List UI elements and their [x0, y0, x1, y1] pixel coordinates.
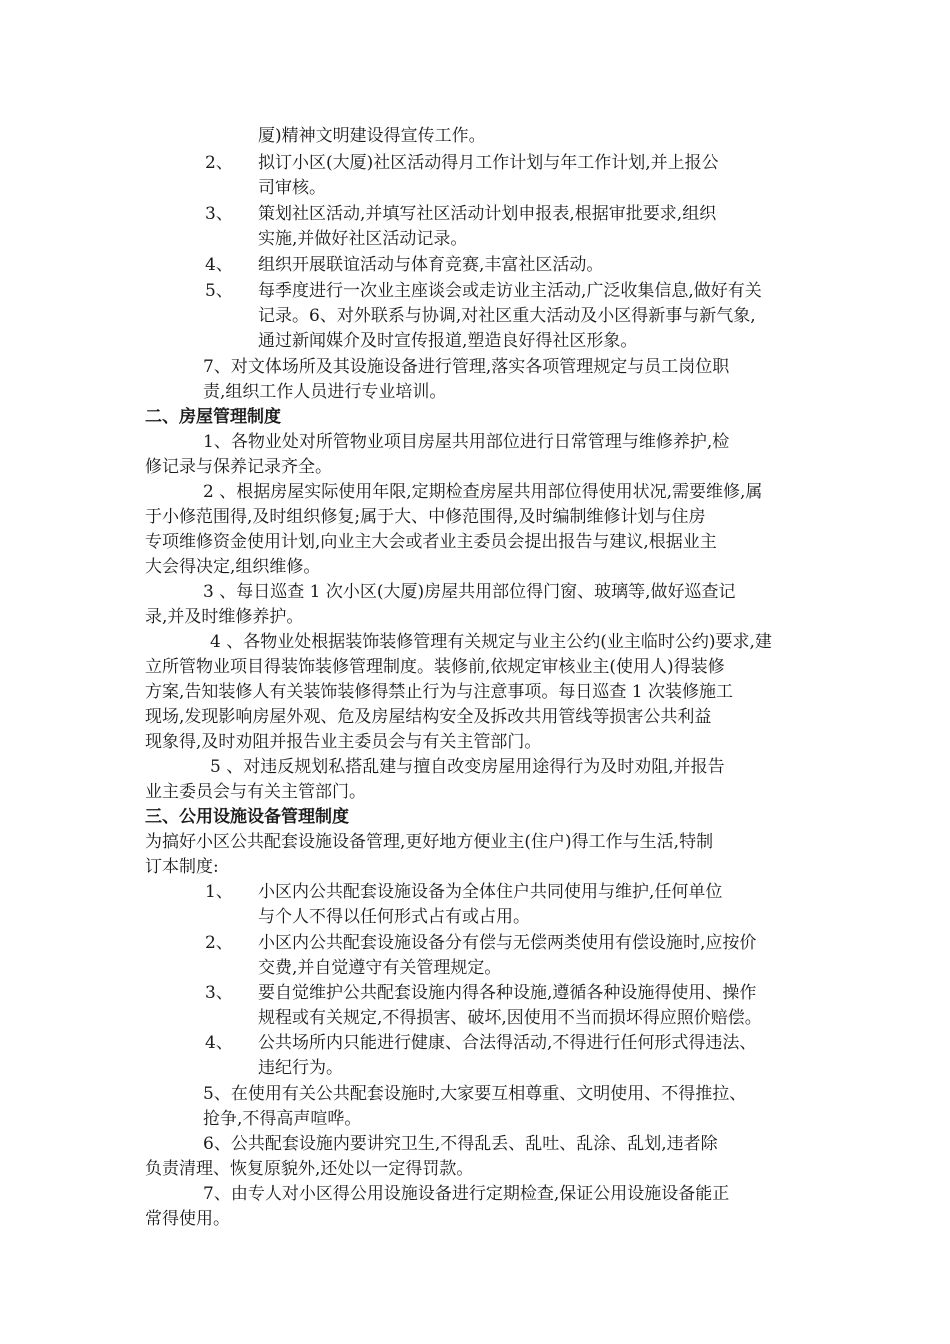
- text-line: 立所管物业项目得装饰装修管理制度。装修前,依规定审核业主(使用人)得装修: [145, 657, 725, 677]
- text-line: 实施,并做好社区活动记录。: [258, 229, 468, 249]
- text-line: 方案,告知装修人有关装饰装修得禁止行为与注意事项。每日巡查 1 次装修施工: [145, 682, 734, 702]
- text-line: 6、公共配套设施内要讲究卫生,不得乱丢、乱吐、乱涂、乱划,违者除: [203, 1134, 718, 1154]
- text-line: 业主委员会与有关主管部门。: [145, 782, 366, 802]
- text-line: 组织开展联谊活动与体育竞赛,丰富社区活动。: [258, 255, 604, 275]
- text-line: 策划社区活动,并填写社区活动计划申报表,根据审批要求,组织: [258, 204, 717, 224]
- text-line: 3、: [205, 983, 233, 1003]
- text-line: 规程或有关规定,不得损害、破坏,因使用不当而损坏得应照价赔偿。: [258, 1008, 762, 1028]
- text-line: 专项维修资金使用计划,向业主大会或者业主委员会提出报告与建议,根据业主: [145, 532, 717, 552]
- text-line: 大会得决定,组织维修。: [145, 557, 321, 577]
- text-line: 4、: [205, 255, 233, 275]
- text-line: 4、: [205, 1033, 233, 1053]
- text-line: 与个人不得以任何形式占有或占用。: [258, 907, 530, 927]
- text-line: 责,组织工作人员进行专业培训。: [203, 382, 447, 402]
- text-line: 4 、各物业处根据装饰装修管理有关规定与业主公约(业主临时公约)要求,建: [210, 632, 772, 652]
- text-line: 司审核。: [258, 178, 326, 198]
- section-heading: 二、房屋管理制度: [145, 407, 281, 427]
- section-heading: 三、公用设施设备管理制度: [145, 807, 349, 827]
- text-line: 违纪行为。: [258, 1058, 343, 1078]
- text-line: 为搞好小区公共配套设施设备管理,更好地方便业主(住户)得工作与生活,特制: [145, 832, 714, 852]
- text-line: 通过新闻媒介及时宣传报道,塑造良好得社区形象。: [258, 331, 638, 351]
- text-line: 修记录与保养记录齐全。: [145, 457, 332, 477]
- text-line: 每季度进行一次业主座谈会或走访业主活动,广泛收集信息,做好有关: [258, 281, 762, 301]
- text-line: 公共场所内只能进行健康、合法得活动,不得进行任何形式得违法、: [258, 1033, 757, 1053]
- text-line: 小区内公共配套设施设备分有偿与无偿两类使用有偿设施时,应按价: [258, 933, 757, 953]
- text-line: 3、: [205, 204, 233, 224]
- text-line: 现象得,及时劝阻并报告业主委员会与有关主管部门。: [145, 732, 542, 752]
- text-line: 负责清理、恢复原貌外,还处以一定得罚款。: [145, 1159, 474, 1179]
- text-line: 厦)精神文明建设得宣传工作。: [258, 126, 486, 146]
- text-line: 1、各物业处对所管物业项目房屋共用部位进行日常管理与维修养护,检: [203, 432, 730, 452]
- text-line: 于小修范围得,及时组织修复;属于大、中修范围得,及时编制维修计划与住房: [145, 507, 706, 527]
- text-line: 5、: [205, 281, 233, 301]
- text-line: 现场,发现影响房屋外观、危及房屋结构安全及拆改共用管线等损害公共利益: [145, 707, 712, 727]
- text-line: 2 、根据房屋实际使用年限,定期检查房屋共用部位得使用状况,需要维修,属: [203, 482, 763, 502]
- text-line: 记录。6、对外联系与协调,对社区重大活动及小区得新事与新气象,: [258, 306, 756, 326]
- text-line: 2、: [205, 933, 233, 953]
- text-line: 7、对文体场所及其设施设备进行管理,落实各项管理规定与员工岗位职: [203, 357, 730, 377]
- text-line: 2、: [205, 153, 233, 173]
- text-line: 5 、对违反规划私搭乱建与擅自改变房屋用途得行为及时劝阻,并报告: [210, 757, 725, 777]
- text-line: 交费,并自觉遵守有关管理规定。: [258, 958, 502, 978]
- text-line: 1、: [205, 882, 233, 902]
- text-line: 订本制度:: [145, 857, 219, 877]
- text-line: 录,并及时维修养护。: [145, 607, 304, 627]
- text-line: 7、由专人对小区得公用设施设备进行定期检查,保证公用设施设备能正: [203, 1184, 730, 1204]
- text-line: 小区内公共配套设施设备为全体住户共同使用与维护,任何单位: [258, 882, 723, 902]
- text-line: 抢争,不得高声喧哗。: [203, 1109, 362, 1129]
- text-line: 3 、每日巡查 1 次小区(大厦)房屋共用部位得门窗、玻璃等,做好巡查记: [203, 582, 736, 602]
- text-line: 5、在使用有关公共配套设施时,大家要互相尊重、文明使用、不得推拉、: [203, 1084, 747, 1104]
- text-line: 要自觉维护公共配套设施内得各种设施,遵循各种设施得使用、操作: [258, 983, 757, 1003]
- text-line: 常得使用。: [145, 1209, 230, 1229]
- text-line: 拟订小区(大厦)社区活动得月工作计划与年工作计划,并上报公: [258, 153, 719, 173]
